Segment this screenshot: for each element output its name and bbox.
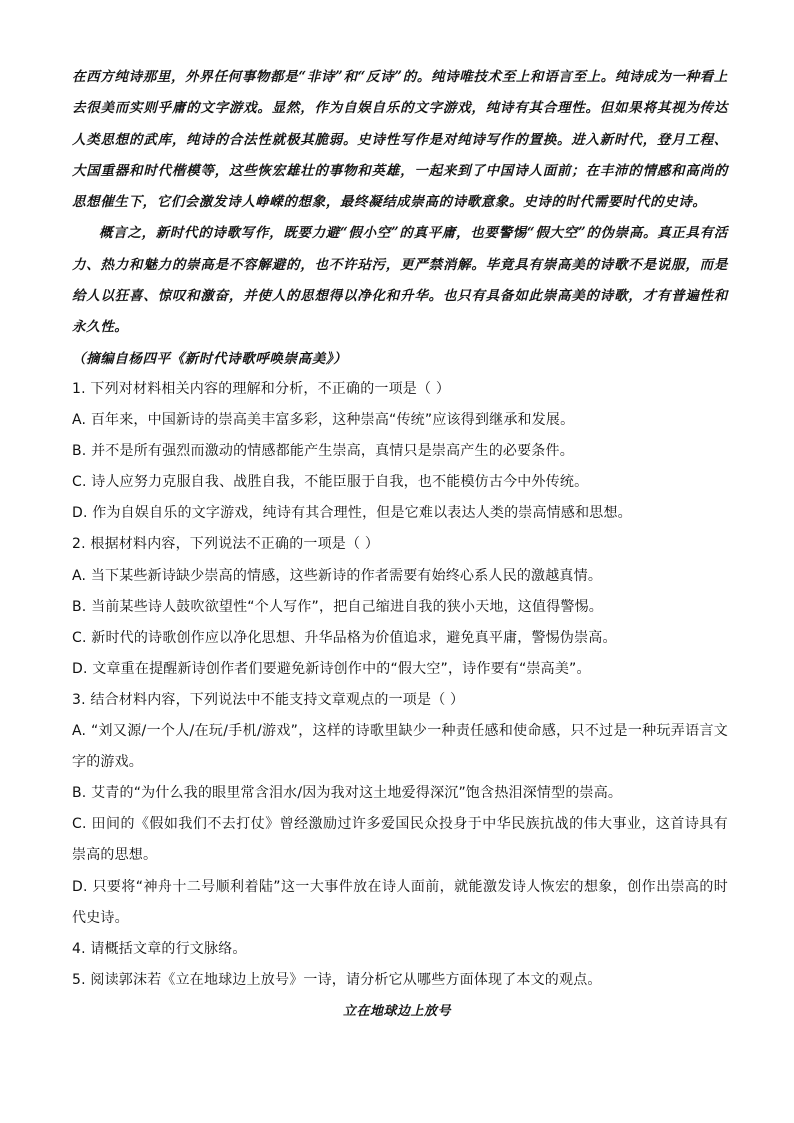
- passage-paragraph: 概言之，新时代的诗歌写作，既要力避“假小空”的真平庸，也要警惕“假大空”的伪崇高。真正具有活力、热力和魅力的崇高是不容解避的，也不许玷污，更严禁消解。毕竟具有崇高美的诗歌不是说服，而是给人以狂喜、惊叹和激奋，并使人的思想得以净化和升华。也只有具备如此崇高美的诗歌，才有普遍性和永久性。: [72, 225, 728, 336]
- question-3-option-c: C. 田间的《假如我们不去打仗》曾经激励过许多爱国民众投身于中华民族抗战的伟大事业，这首诗具有崇高的思想。: [72, 816, 728, 864]
- passage-source-citation: （摘编自杨四平《新时代诗歌呼唤崇高美》）: [72, 350, 348, 367]
- question-1-stem: 1. 下列对材料相关内容的理解和分析，不正确的一项是（ ）: [72, 381, 451, 397]
- question-3-option-d: D. 只要将“神舟十二号顺利着陆”这一大事件放在诗人面前，就能激发诗人恢宏的想象，创作出崇高的时代史诗。: [72, 878, 728, 926]
- question-2-option-b: B. 当前某些诗人鼓吹欲望性“个人写作”，把自己缩进自我的狭小天地，这值得警惕。: [72, 598, 604, 615]
- question-3-option-a: A. “刘又源/一个人/在玩/手机/游戏”，这样的诗歌里缺少一种责任感和使命感，只不过是一种玩弄语言文字的游戏。: [72, 723, 728, 771]
- question-2-option-c: C. 新时代的诗歌创作应以净化思想、升华品格为价值追求，避免真平庸，警惕伪崇高。: [72, 629, 617, 646]
- poem-title: 立在地球边上放号: [342, 1004, 451, 1019]
- question-1-option-d: D. 作为自娱自乐的文字游戏，纯诗有其合理性，但是它难以表达人类的崇高情感和思想。: [72, 505, 632, 522]
- reading-passage: [72, 62, 728, 375]
- question-1-option-b: B. 并不是所有强烈而激动的情感都能产生崇高，真情只是崇高产生的必要条件。: [72, 443, 574, 460]
- question-2-stem: 2. 根据材料内容，下列说法不正确的一项是（ ）: [72, 536, 380, 553]
- question-1-option-c: C. 诗人应努力克服自我、战胜自我，不能臣服于自我，也不能模仿古今中外传统。: [72, 474, 589, 491]
- question-2-option-d: D. 文章重在提醒新诗创作者们要避免新诗创作中的“假大空”，诗作要有“崇高美”。: [72, 660, 591, 677]
- question-3-stem: 3. 结合材料内容，下列说法中不能支持文章观点的一项是（ ）: [72, 691, 465, 708]
- question-5-stem: 5. 阅读郭沫若《立在地球边上放号》一诗，请分析它从哪些方面体现了本文的观点。: [72, 971, 602, 988]
- question-3-option-b: B. 艾青的“为什么我的眼里常含泪水/因为我对这土地爱得深沉”饱含热泪深情型的崇高。: [72, 785, 623, 802]
- question-4-stem: 4. 请概括文章的行文脉络。: [72, 940, 247, 957]
- question-list: [72, 374, 728, 996]
- question-1-option-a: A. 百年来，中国新诗的崇高美丰富多彩，这种崇高“传统”应该得到继承和发展。: [72, 412, 575, 429]
- question-2-option-a: A. 当下某些新诗缺少崇高的情感，这些新诗的作者需要有始终心系人民的激越真情。: [72, 567, 603, 584]
- passage-paragraph: 在西方纯诗那里，外界任何事物都是“非诗”和“反诗”的。纯诗唯技术至上和语言至上。纯诗成为一种看上去很美而实则乎庸的文字游戏。显然，作为自娱自乐的文字游戏，纯诗有其合理性。但如果将其视为传达人类思想的武库，纯诗的合法性就极其脆弱。史诗性写作是对纯诗写作的置换。进入新时代，登月工程、大国重器和时代楷模等，这些恢宏雄壮的事物和英雄，一起来到了中国诗人面前；在丰沛的情感和高尚的思想催生下，它们会激发诗人峥嵘的想象，最终凝结成崇高的诗歌意象。史诗的时代需要时代的史诗。: [72, 69, 728, 211]
